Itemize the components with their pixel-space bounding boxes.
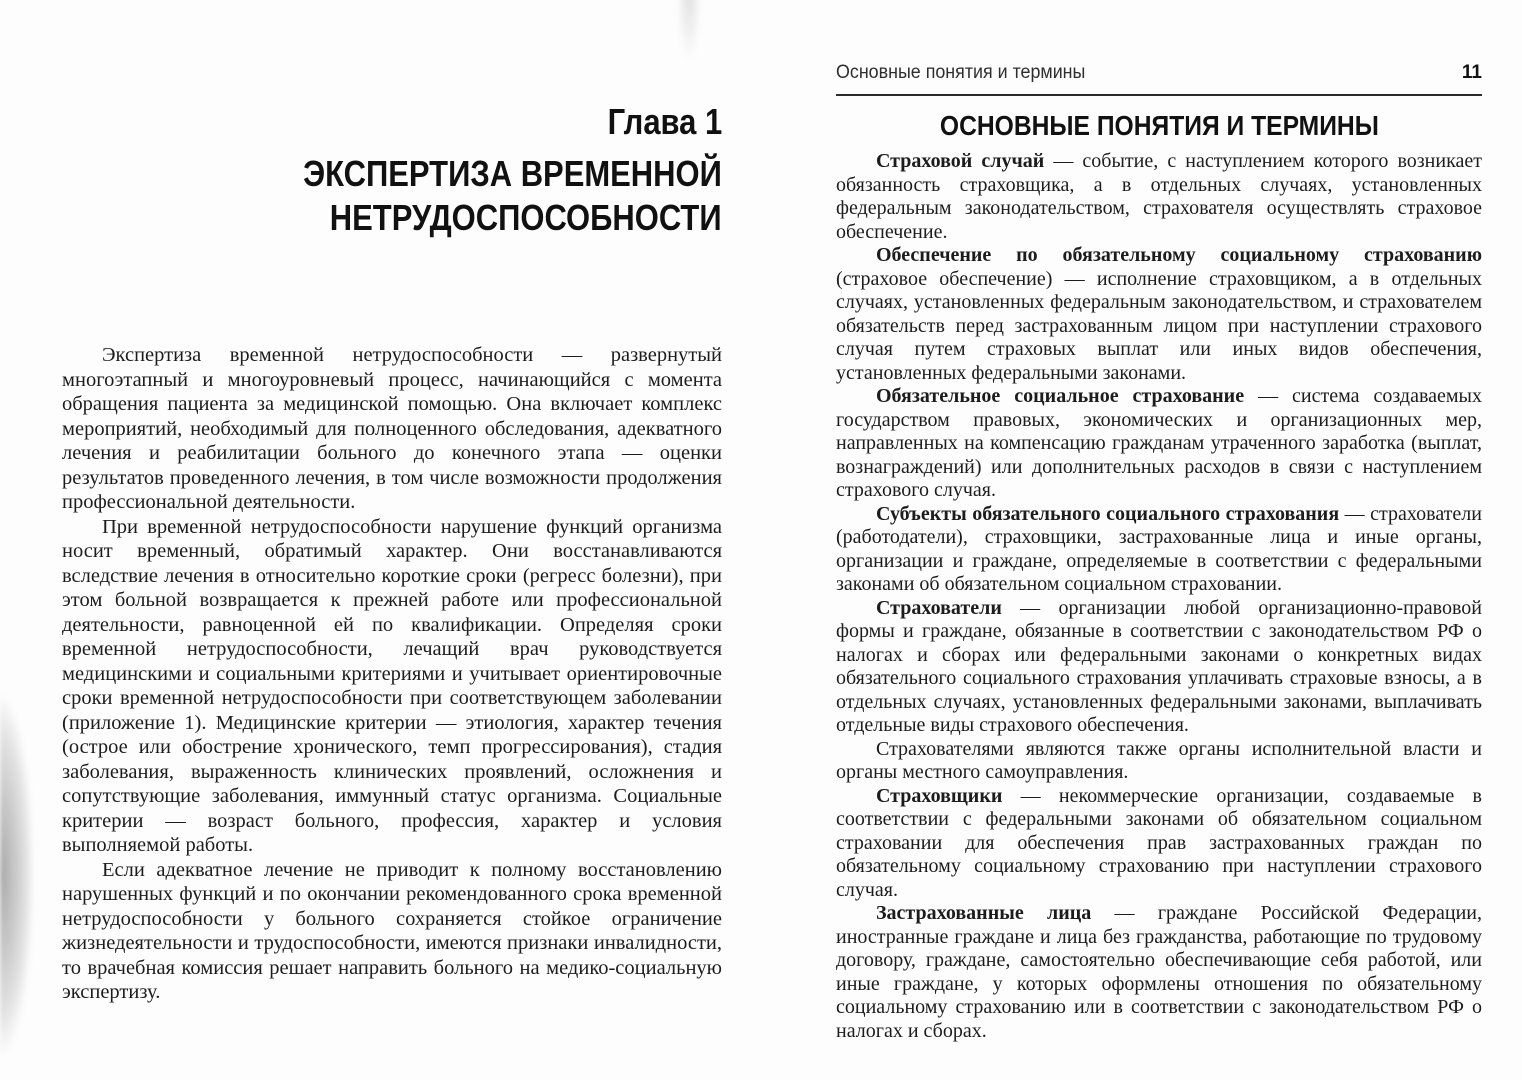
paragraph: Застрахованные лица — граждане Российской Федерации, иностранные граждане и лица без гражданства, работающие по трудовому договору, граждане, самостоятельно обеспечивающие себя работой, или иные граждане, у которых оформлены отношения по обязательному социальному страхованию или в соответствии с законодательством РФ о налогах и сборах.	[836, 902, 1482, 1042]
page-number: 11	[1461, 62, 1482, 83]
paragraph: Если адекватное лечение не приводит к полному восстановлению нарушенных функций и по окончании рекомендованного срока временной нетрудоспособности у больного сохраняется стойкое ограничение жизнедеятельности и трудоспособности, имеются признаки инвалидности, то врачебная комиссия решает направить больного на медико-социальную экспертизу.	[62, 858, 722, 1003]
running-head: Основные понятия и термины	[836, 62, 1086, 83]
term-label: Обязательное социальное страхование	[876, 385, 1245, 407]
chapter-title-line-2	[62, 196, 722, 240]
chapter-label: Глава 1	[607, 101, 722, 142]
header-rule	[836, 94, 1482, 96]
section-title	[836, 110, 1482, 142]
chapter-title-text-1: ЭКСПЕРТИЗА ВРЕМЕННОЙ	[303, 153, 722, 194]
term-label: Обеспечение по обязательному социальному страхованию	[876, 244, 1482, 266]
term-label: Страховщики	[876, 784, 1003, 807]
paragraph: Субъекты обязательного социального страхования — страхователи (работодатели), страховщики, застрахованные лица и иные органы, организации и граждане, определяемые в соответствии с федеральными законами об обязательном социальном страховании.	[836, 502, 1482, 595]
term-label: Страховой случай	[876, 150, 1045, 172]
chapter-title-line-1	[62, 152, 722, 196]
right-page	[836, 0, 1482, 1080]
section-title-text: ОСНОВНЫЕ ПОНЯТИЯ И ТЕРМИНЫ	[939, 110, 1379, 141]
paragraph: Страховой случай — событие, с наступлением которого возникает обязанность страховщика, а в отдельных случаях, установленных федеральным законодательством, страхователя осуществлять страховое обеспечение.	[836, 150, 1482, 243]
paragraph: Страхователи — организации любой организационно-правовой формы и граждане, обязанные в соответствии с законодательством РФ о налогах и сборах или федеральными законами о конкретных видах обязательного социального страхования уплачивать страховые взносы, а в отдельных случаях, установленных федеральными законами, выплачивать отдельные виды страхового обеспечения.	[836, 596, 1482, 736]
page-edge-shadow	[0, 695, 34, 1055]
paragraph: Экспертиза временной нетрудоспособности — развернутый многоэтапный и многоуровневый процесс, начинающийся с момента обращения пациента за медицинской помощью. Она включает комплекс мероприятий, необходимый для полноценного обследования, адекватного лечения и реабилитации больного до конечного этапа — оценки результатов проведенного лечения, в том числе возможности продолжения профессиональной деятельности.	[62, 344, 722, 513]
chapter-heading	[62, 100, 722, 240]
term-label: Страхователи	[876, 596, 1002, 619]
left-page-body	[62, 343, 722, 1005]
left-page	[62, 0, 722, 1080]
term-label: Субъекты обязательного социального страхования	[876, 502, 1340, 525]
paragraph: При временной нетрудоспособности нарушение функций организма носит временный, обратимый характер. Они восстанавливаются вследствие лечения в относительно короткие сроки (регресс болезни), при этом больной возвращается к прежней работе или профессиональной деятельности, равноценной ей по квалификации. Определяя сроки временной нетрудоспособности, лечащий врач руководствуется медицинскими и социальными критериями и учитывает ориентировочные сроки временной нетрудоспособности при соответствующем заболевании (приложение 1). Медицинские критерии — этиология, характер течения (острое или обострение хронического, темп прогрессирования), стадия заболевания, выраженность клинических проявлений, осложнения и сопутствующие заболевания, иммунный статус организма. Социальные критерии — возраст больного, профессия, характер и условия выполняемой работы.	[62, 515, 722, 856]
paragraph: Обеспечение по обязательному социальному страхованию (страховое обеспечение) — исполнение страховщиком, а в отдельных случаях, установленных федеральным законодательством, и страхователем обязательств перед застрахованным лицом при наступлении страхового случая путем страховых выплат или иных видов обеспечения, установленных федеральными законами.	[836, 244, 1482, 384]
paragraph: Страховщики — некоммерческие организации, создаваемые в соответствии с федеральными законами об обязательном социальном страховании для обеспечения прав застрахованных граждан по обязательному социальному страхованию при наступлении страхового случая.	[836, 784, 1482, 901]
right-page-body	[836, 150, 1482, 1043]
paragraph: Страхователями являются также органы исполнительной власти и органы местного самоуправления.	[836, 737, 1482, 783]
paragraph: Обязательное социальное страхование — система создаваемых государством правовых, экономических и организационных мер, направленных на компенсацию гражданам утраченного заработка (выплат, вознаграждений) или дополнительных расходов в связи с наступлением страхового случая.	[836, 385, 1482, 501]
term-label: Застрахованные лица	[876, 902, 1092, 924]
chapter-title-text-2: НЕТРУДОСПОСОБНОСТИ	[330, 197, 722, 238]
running-head-row	[836, 62, 1482, 84]
